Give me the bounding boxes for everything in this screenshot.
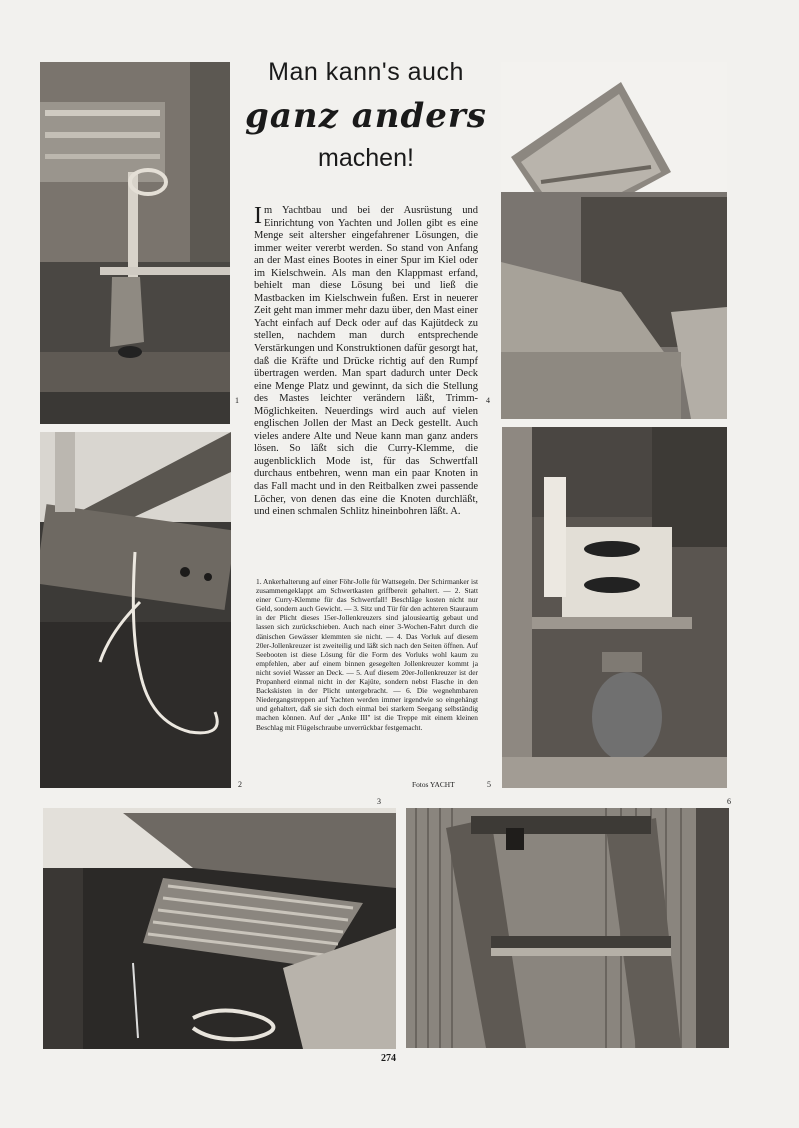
photo-credit: Fotos YACHT xyxy=(412,780,455,789)
article-body xyxy=(254,205,478,519)
figure-number-4: 4 xyxy=(486,396,490,405)
photo-halyard-knots xyxy=(40,432,231,788)
photo-foredeck-hatch xyxy=(501,62,727,419)
figure-number-6: 6 xyxy=(727,797,731,806)
photo-cockpit-seat xyxy=(43,808,396,1049)
page-number: 274 xyxy=(381,1053,396,1064)
drop-initial: I xyxy=(254,203,262,229)
figure-number-5: 5 xyxy=(487,780,491,789)
photo-companionway-ladder xyxy=(406,808,729,1048)
photo-captions: 1. Ankerhalterung auf einer Föhr-Jolle für Wattsegeln. Der Schirmanker ist zusammengeklappt am Schwertkasten griffbereit gehaltert. — 2. Statt einer Curry-Klemme für das Schwertfall! Beschläge kosten nicht nur Geld, sondern auch Gewicht. — 3. Sitz und Tür für den achteren Stauraum in der Plicht dieses 15er-Jollenkreuzers sind jalousieartig gebaut und lassen sich zurückschieben. Auch nach einer 3-Wochen-Fahrt durch die dänischen Gewässer klemmten sie nicht. — 4. Das Vorluk auf diesem 20er-Jollenkreuzer ist zweiteilig und läßt sich nach den Seiten öffnen. Auf Seebooten ist diese Lösung für die Form des Vorluks wohl kaum zu empfehlen, aber auf einem binnen gesegelten Jollenkreuzer kommt ja nicht soviel Wasser an Deck. — 5. Auf diesem 20er-Jollenkreuzer ist der Propanherd einmal nicht in der Kajüte, sondern nebst Flasche in den Backskisten in der Plicht untergebracht. — 6. Die wegnehmbaren Niedergangstreppen auf Yachten werden immer irgendwie so eingehängt und gehaltert, daß sie sich doch einmal bei starkem Seegang selbständig machen können. Auf der „Anke III" ist die Treppe mit einem kleinen Beschlag mit Flügelschraube unverrückbar festgemacht. xyxy=(256,577,478,732)
figure-number-1: 1 xyxy=(235,396,239,405)
article-title-line1: Man kann's auch xyxy=(268,58,464,86)
figure-number-2: 2 xyxy=(238,780,242,789)
article-title-line3: machen! xyxy=(318,144,414,172)
photo-propane-stove xyxy=(502,427,727,788)
figure-number-3: 3 xyxy=(377,797,381,806)
photo-anchor-bracket xyxy=(40,62,230,424)
article-title-line2: ganz anders xyxy=(245,96,487,136)
article-body-text: m Yachtbau und bei der Ausrüstung und Einrichtung von Yachten und Jollen gibt es eine Menge seit altersher eingefahrener Lösungen, die immer weiter vererbt werden. So stand von Anfang an der Mast eines Bootes in einer Spur im Kiel oder im Kielschwein. Als man den Klappmast erfand, behielt man diese Lösung bei und ließ die Mastbacken im Kielschwein fußen. Erst in neuerer Zeit geht man immer mehr dazu über, den Mast einer Yacht einfach auf Deck oder auf das Kajütdeck zu stellen, nachdem man durch entsprechende Verstärkungen und Konstruktionen dafür gesorgt hat, daß die Kräfte und Drücke richtig auf den Rumpf übertragen werden. Man spart dadurch unter Deck eine Menge Platz und gewinnt, da sich die Stellung des Mastes leichter verändern läßt, Trimm-Möglichkeiten. Neuerdings wird auch auf vielen englischen Jollen der Mast an Deck gestellt. Auch vieles andere Alte und Neue kann man ganz anders lösen. So läßt sich die Curry-Klemme, die augenblicklich Mode ist, für das Schwertfall durchaus entbehren, wenn man ein paar Knoten in das Fall macht und in den Reitbalken zwei passende Löcher, von denen das eine die Knoten durchläßt, und einen schmalen Schlitz hineinbohren läßt. A. xyxy=(254,205,478,518)
